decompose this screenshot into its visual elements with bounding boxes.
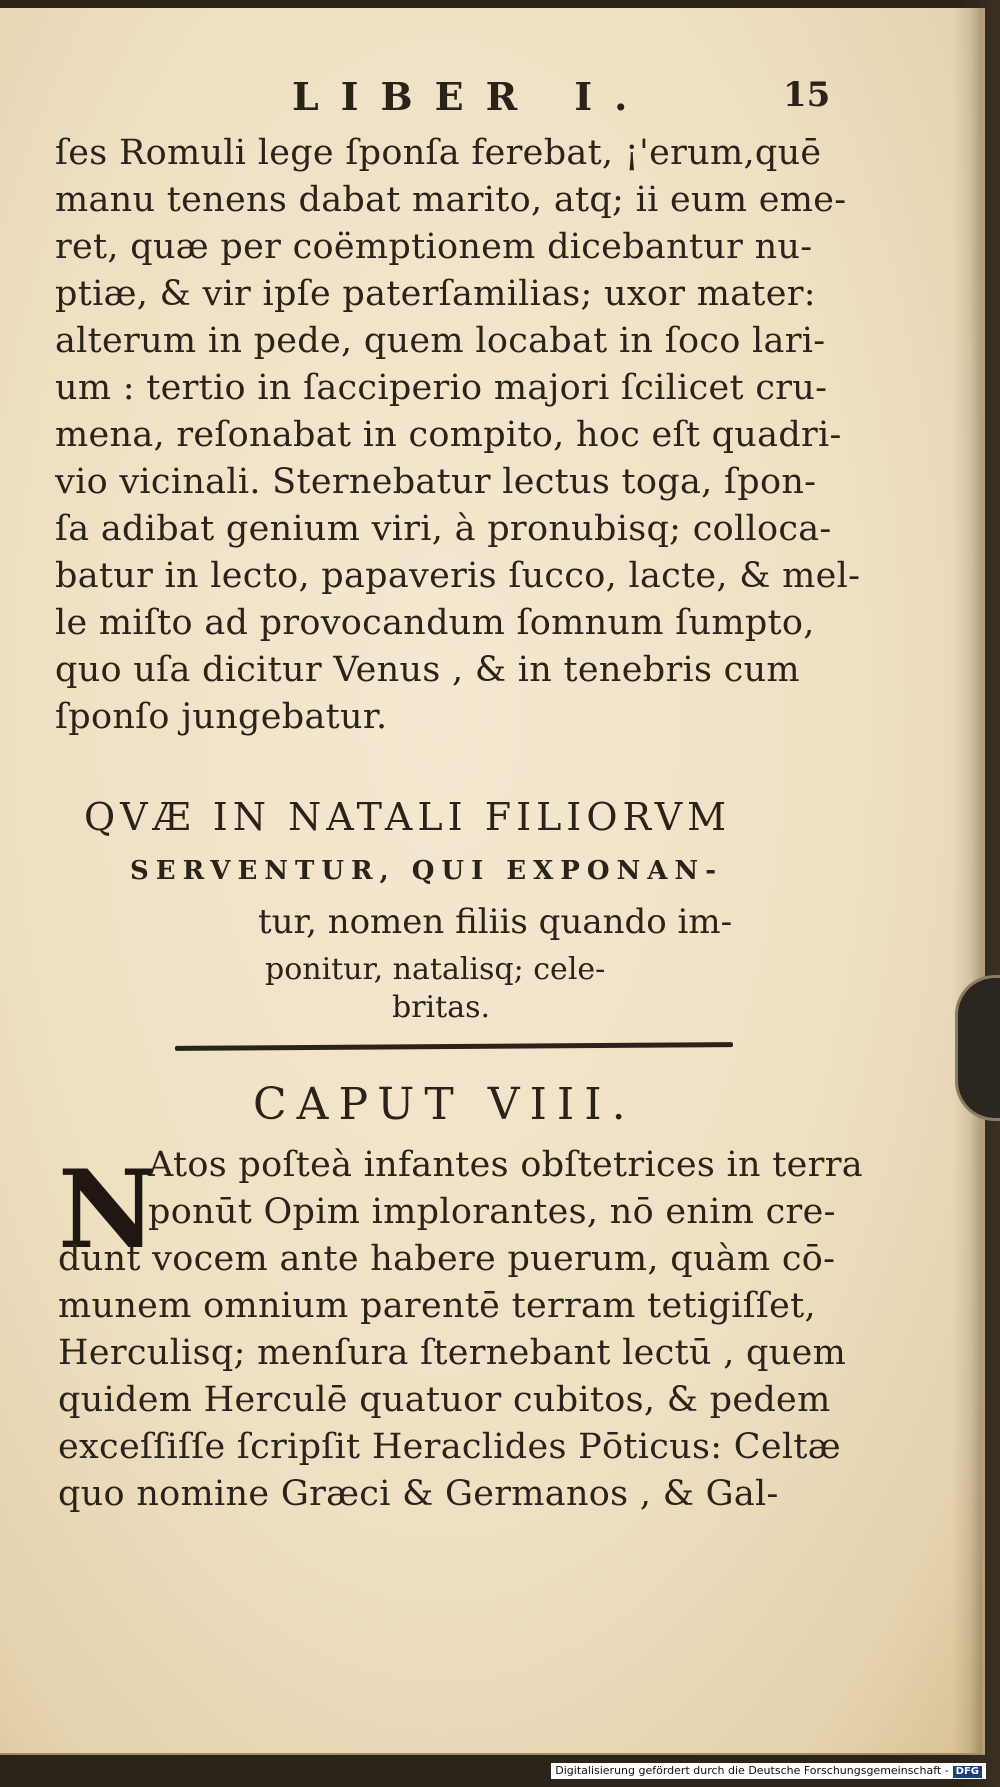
book-page: [0, 8, 985, 1755]
text-line: Herculisq; menſura ſternebant lectū , quem: [58, 1333, 847, 1373]
section-heading-line: QVÆ IN NATALI FILIORVM: [84, 795, 732, 839]
text-line: batur in lecto, papaveris ſucco, lacte, & mel-: [55, 556, 861, 596]
text-line: munem omnium parentē terram tetigiſſet,: [58, 1286, 816, 1326]
text-line: ſes Romuli lege ſponſa ferebat, ¡'erum,quē: [55, 133, 822, 173]
text-line: quo uſa dicitur Venus , & in tenebris cum: [55, 650, 800, 690]
text-line: ſponſo jungebatur.: [55, 697, 388, 737]
text-line: um : tertio in ſacciperio majori ſcilicet cru-: [55, 368, 828, 408]
text-line: ptiæ, & vir ipſe paterſamilias; uxor mater:: [55, 274, 816, 314]
section-heading-line: tur, nomen filiis quando im-: [258, 902, 733, 942]
dfg-logo: DFG: [953, 1766, 982, 1778]
text-line: ret, quæ per coëmptionem dicebantur nu-: [55, 227, 813, 267]
section-heading-line: britas.: [392, 990, 491, 1025]
text-line: mena, reſonabat in compito, hoc eſt quadri-: [55, 415, 842, 455]
text-line: dunt vocem ante habere puerum, quàm cō-: [58, 1239, 836, 1279]
text-line: le miſto ad provocandum ſomnum ſumpto,: [55, 603, 815, 643]
horizontal-rule: [175, 1042, 733, 1051]
section-heading-line: SERVENTUR, QUI EXPONAN-: [130, 856, 723, 886]
text-line: ponūt Opim implorantes, nō enim cre-: [148, 1192, 836, 1232]
book-clasp: [955, 975, 1000, 1121]
digitization-footer: [551, 1763, 986, 1779]
chapter-title: CAPUT VIII.: [253, 1079, 636, 1130]
text-line: alterum in pede, quem locabat in ſoco lari-: [55, 321, 826, 361]
text-line: quidem Herculē quatuor cubitos, & pedem: [58, 1380, 831, 1420]
text-line: Atos poſteà infantes obſtetrices in terra: [148, 1145, 863, 1185]
running-head: LIBER I.: [292, 74, 650, 119]
drop-cap-initial: N: [58, 1147, 157, 1273]
text-line: manu tenens dabat marito, atq; ii eum eme-: [55, 180, 847, 220]
text-line: vio vicinali. Sternebatur lectus toga, ſpon-: [55, 462, 817, 502]
section-heading-line: ponitur, natalisq; cele-: [265, 952, 606, 987]
page-edge-shading: [952, 8, 982, 1753]
text-line: quo nomine Græci & Germanos , & Gal-: [58, 1474, 779, 1514]
footer-text: Digitalisierung gefördert durch die Deutsche Forschungsgemeinschaft -: [555, 1764, 949, 1777]
text-line: exceſſiſſe ſcripſit Heraclides Pōticus: Celtæ: [58, 1427, 841, 1467]
text-line: ſa adibat genium viri, à pronubisq; colloca-: [55, 509, 832, 549]
page-number: 15: [783, 75, 831, 115]
